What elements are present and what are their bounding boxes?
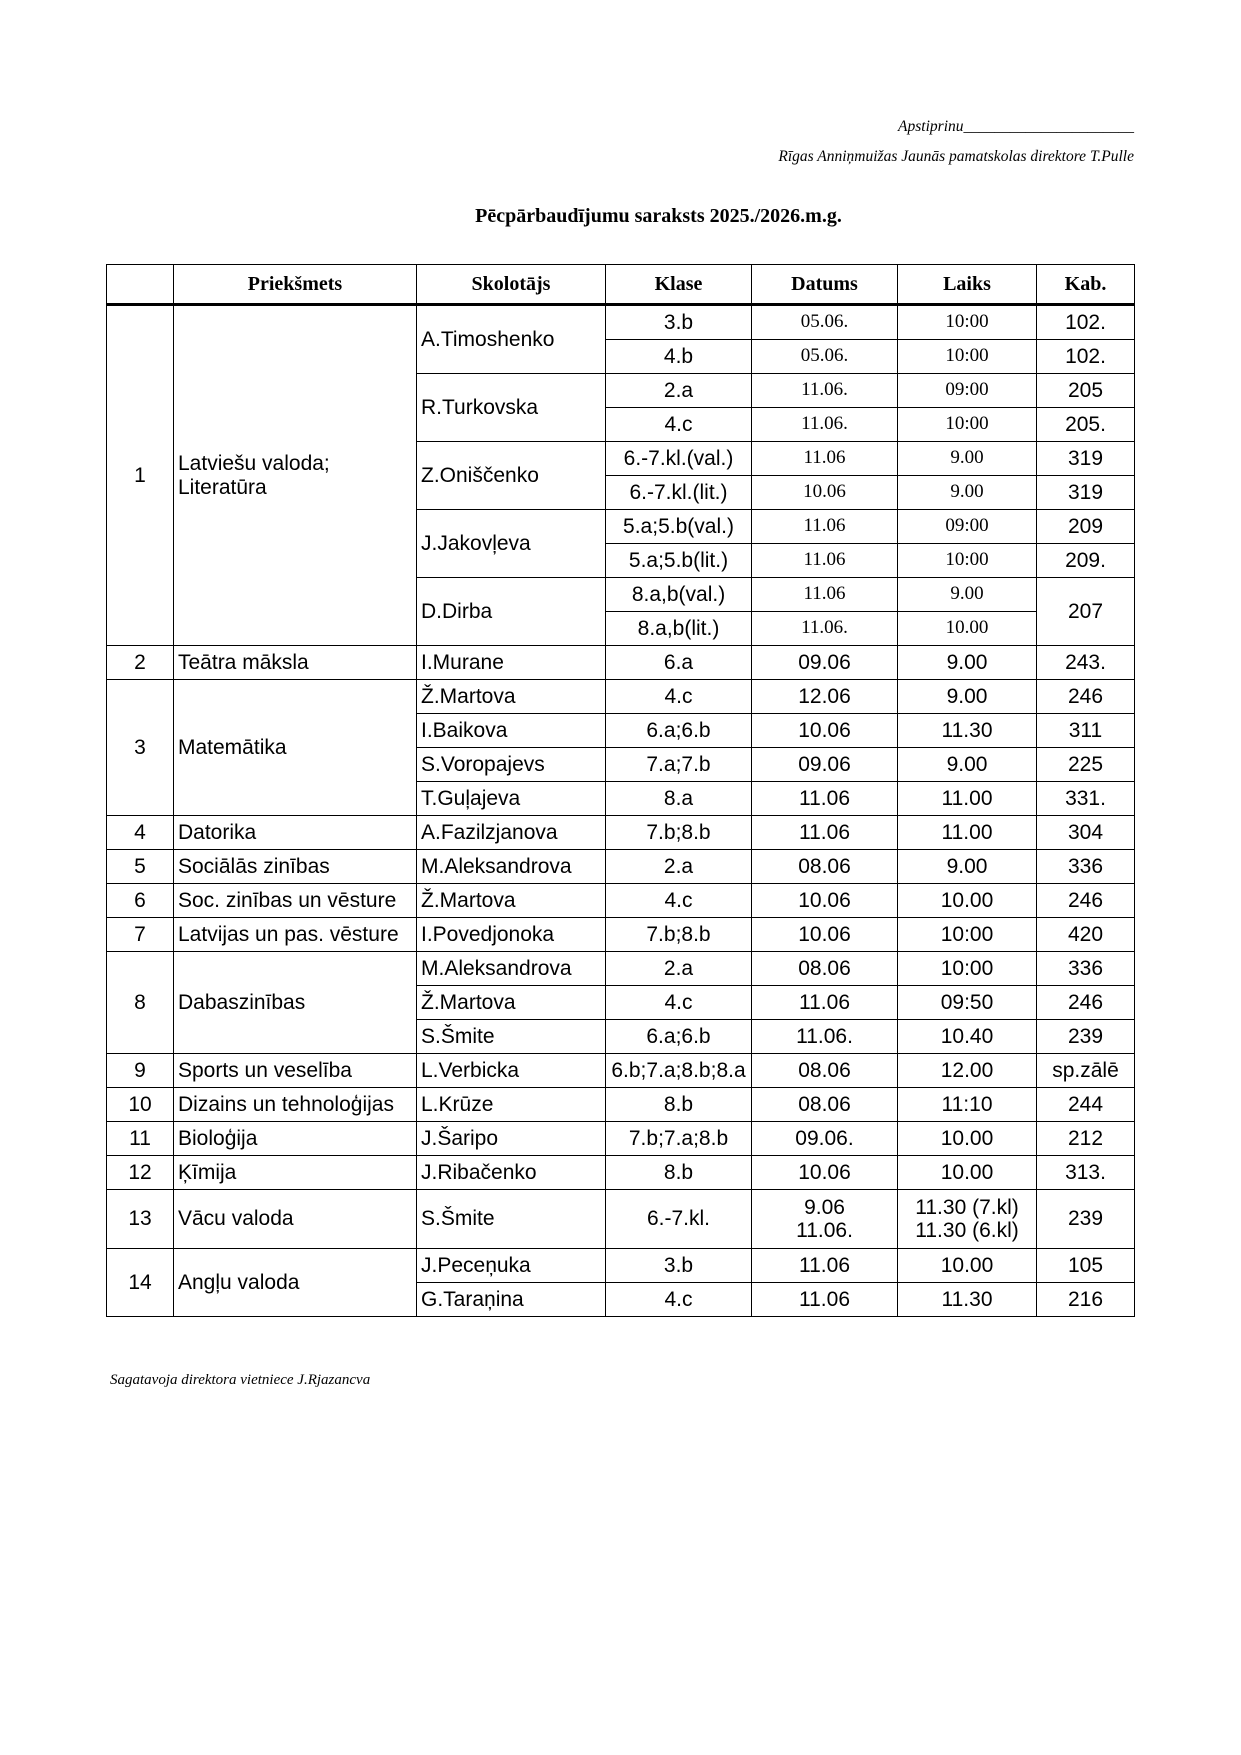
column-header-number [107, 265, 174, 305]
time-cell: 10.00 [898, 1122, 1037, 1156]
date-cell: 11.06. [752, 612, 898, 646]
class-cell: 2.a [606, 850, 752, 884]
exam-schedule-table [106, 264, 1135, 1317]
class-cell: 6.-7.kl.(val.) [606, 442, 752, 476]
room-cell: 244 [1037, 1088, 1135, 1122]
class-cell: 6.a [606, 646, 752, 680]
subject-cell: Latvijas un pas. vēsture [174, 918, 417, 952]
subject-cell: Sports un veselība [174, 1054, 417, 1088]
subject-cell: Bioloģija [174, 1122, 417, 1156]
time-cell: 10.40 [898, 1020, 1037, 1054]
class-cell: 4.c [606, 408, 752, 442]
teacher-cell: G.Taraņina [417, 1283, 606, 1317]
room-cell: 205. [1037, 408, 1135, 442]
teacher-cell: S.Šmite [417, 1190, 606, 1249]
room-cell: 205 [1037, 374, 1135, 408]
table-row [107, 884, 1135, 918]
teacher-cell: A.Timoshenko [417, 305, 606, 374]
room-cell: 225 [1037, 748, 1135, 782]
column-header-class: Klase [606, 265, 752, 305]
date-cell: 11.06 [752, 986, 898, 1020]
row-number: 3 [107, 680, 174, 816]
room-cell: 311 [1037, 714, 1135, 748]
class-cell: 8.a,b(lit.) [606, 612, 752, 646]
class-cell: 4.c [606, 1283, 752, 1317]
room-cell: 319 [1037, 442, 1135, 476]
date-cell: 11.06. [752, 374, 898, 408]
table-row [107, 680, 1135, 714]
time-cell: 10.00 [898, 612, 1037, 646]
subject-cell: Ķīmija [174, 1156, 417, 1190]
date-cell: 11.06. [752, 408, 898, 442]
class-cell: 6.-7.kl. [606, 1190, 752, 1249]
room-cell: sp.zālē [1037, 1054, 1135, 1088]
table-row [107, 1156, 1135, 1190]
time-cell: 11.00 [898, 782, 1037, 816]
class-cell: 7.a;7.b [606, 748, 752, 782]
time-cell: 10.00 [898, 1156, 1037, 1190]
time-cell: 9.00 [898, 680, 1037, 714]
date-cell: 11.06 [752, 816, 898, 850]
table-row [107, 918, 1135, 952]
row-number: 14 [107, 1249, 174, 1317]
room-cell: 216 [1037, 1283, 1135, 1317]
row-number: 2 [107, 646, 174, 680]
row-number: 5 [107, 850, 174, 884]
table-row [107, 816, 1135, 850]
teacher-cell: J.Ribačenko [417, 1156, 606, 1190]
approval-signature-line: Apstiprinu______________________ [898, 118, 1134, 135]
row-number: 9 [107, 1054, 174, 1088]
teacher-cell: M.Aleksandrova [417, 952, 606, 986]
date-cell: 11.06 [752, 510, 898, 544]
subject-cell: Angļu valoda [174, 1249, 417, 1317]
room-cell: 336 [1037, 850, 1135, 884]
class-cell: 8.a,b(val.) [606, 578, 752, 612]
class-cell: 2.a [606, 952, 752, 986]
table-row [107, 1249, 1135, 1283]
date-cell: 11.06. [752, 1020, 898, 1054]
room-cell: 319 [1037, 476, 1135, 510]
room-cell: 420 [1037, 918, 1135, 952]
column-header-subject: Priekšmets [174, 265, 417, 305]
table-row [107, 952, 1135, 986]
table-row [107, 646, 1135, 680]
class-cell: 7.b;8.b [606, 816, 752, 850]
date-cell: 10.06 [752, 714, 898, 748]
table-header-row [107, 265, 1135, 305]
room-cell: 336 [1037, 952, 1135, 986]
date-cell: 11.06 [752, 1283, 898, 1317]
time-cell: 09:00 [898, 374, 1037, 408]
time-cell: 9.00 [898, 748, 1037, 782]
column-header-teacher: Skolotājs [417, 265, 606, 305]
class-cell: 8.b [606, 1156, 752, 1190]
teacher-cell: Ž.Martova [417, 680, 606, 714]
director-name: Rīgas Anniņmuižas Jaunās pamatskolas direktore T.Pulle [778, 148, 1134, 165]
subject-cell: Sociālās zinības [174, 850, 417, 884]
date-cell: 08.06 [752, 1054, 898, 1088]
room-cell: 207 [1037, 578, 1135, 646]
class-cell: 8.a [606, 782, 752, 816]
table-row [107, 1054, 1135, 1088]
class-cell: 4.c [606, 680, 752, 714]
time-cell: 10:00 [898, 408, 1037, 442]
room-cell: 246 [1037, 680, 1135, 714]
time-cell: 09:50 [898, 986, 1037, 1020]
row-number: 6 [107, 884, 174, 918]
time-cell: 9.00 [898, 442, 1037, 476]
time-cell: 12.00 [898, 1054, 1037, 1088]
date-cell: 11.06 [752, 1249, 898, 1283]
date-cell: 08.06 [752, 1088, 898, 1122]
room-cell: 209. [1037, 544, 1135, 578]
time-cell: 9.00 [898, 578, 1037, 612]
page-title: Pēcpārbaudījumu saraksts 2025./2026.m.g. [475, 205, 842, 227]
column-header-room: Kab. [1037, 265, 1135, 305]
teacher-cell: M.Aleksandrova [417, 850, 606, 884]
prepared-by-note: Sagatavoja direktora vietniece J.Rjazancva [110, 1372, 371, 1388]
date-cell: 05.06. [752, 305, 898, 340]
time-cell: 9.00 [898, 850, 1037, 884]
row-number: 12 [107, 1156, 174, 1190]
room-cell: 102. [1037, 340, 1135, 374]
time-cell: 10.00 [898, 1249, 1037, 1283]
teacher-cell: S.Šmite [417, 1020, 606, 1054]
room-cell: 331. [1037, 782, 1135, 816]
date-cell: 11.06 [752, 782, 898, 816]
class-cell: 5.a;5.b(val.) [606, 510, 752, 544]
subject-cell: Dabaszinības [174, 952, 417, 1054]
teacher-cell: S.Voropajevs [417, 748, 606, 782]
date-cell: 11.06 [752, 578, 898, 612]
class-cell: 7.b;7.a;8.b [606, 1122, 752, 1156]
room-cell: 313. [1037, 1156, 1135, 1190]
class-cell: 6.-7.kl.(lit.) [606, 476, 752, 510]
teacher-cell: I.Murane [417, 646, 606, 680]
class-cell: 4.c [606, 986, 752, 1020]
class-cell: 3.b [606, 305, 752, 340]
class-cell: 4.c [606, 884, 752, 918]
date-cell: 09.06. [752, 1122, 898, 1156]
table-row [107, 1122, 1135, 1156]
teacher-cell: Z.Oniščenko [417, 442, 606, 510]
time-cell: 10:00 [898, 952, 1037, 986]
room-cell: 105 [1037, 1249, 1135, 1283]
room-cell: 304 [1037, 816, 1135, 850]
time-cell: 11.30 (7.kl) 11.30 (6.kl) [898, 1190, 1037, 1249]
table-row [107, 1088, 1135, 1122]
row-number: 4 [107, 816, 174, 850]
teacher-cell: J.Jakovļeva [417, 510, 606, 578]
room-cell: 209 [1037, 510, 1135, 544]
time-cell: 10.00 [898, 884, 1037, 918]
date-cell: 11.06 [752, 544, 898, 578]
date-cell: 08.06 [752, 952, 898, 986]
subject-cell: Dizains un tehnoloģijas [174, 1088, 417, 1122]
room-cell: 102. [1037, 305, 1135, 340]
row-number: 13 [107, 1190, 174, 1249]
table-row [107, 850, 1135, 884]
teacher-cell: Ž.Martova [417, 986, 606, 1020]
time-cell: 10:00 [898, 918, 1037, 952]
teacher-cell: R.Turkovska [417, 374, 606, 442]
time-cell: 9.00 [898, 476, 1037, 510]
teacher-cell: J.Peceņuka [417, 1249, 606, 1283]
row-number: 8 [107, 952, 174, 1054]
date-cell: 09.06 [752, 748, 898, 782]
date-cell: 10.06 [752, 884, 898, 918]
teacher-cell: D.Dirba [417, 578, 606, 646]
teacher-cell: I.Povedjonoka [417, 918, 606, 952]
class-cell: 5.a;5.b(lit.) [606, 544, 752, 578]
teacher-cell: I.Baikova [417, 714, 606, 748]
subject-cell: Latviešu valoda; Literatūra [174, 305, 417, 646]
time-cell: 09:00 [898, 510, 1037, 544]
time-cell: 10:00 [898, 544, 1037, 578]
class-cell: 4.b [606, 340, 752, 374]
date-cell: 11.06 [752, 442, 898, 476]
row-number: 1 [107, 305, 174, 646]
class-cell: 8.b [606, 1088, 752, 1122]
teacher-cell: A.Fazilzjanova [417, 816, 606, 850]
teacher-cell: L.Verbicka [417, 1054, 606, 1088]
row-number: 10 [107, 1088, 174, 1122]
time-cell: 11.30 [898, 1283, 1037, 1317]
date-cell: 08.06 [752, 850, 898, 884]
date-cell: 05.06. [752, 340, 898, 374]
time-cell: 11:10 [898, 1088, 1037, 1122]
time-cell: 11.00 [898, 816, 1037, 850]
subject-cell: Vācu valoda [174, 1190, 417, 1249]
column-header-date: Datums [752, 265, 898, 305]
teacher-cell: Ž.Martova [417, 884, 606, 918]
row-number: 11 [107, 1122, 174, 1156]
room-cell: 212 [1037, 1122, 1135, 1156]
room-cell: 246 [1037, 986, 1135, 1020]
room-cell: 239 [1037, 1020, 1135, 1054]
room-cell: 239 [1037, 1190, 1135, 1249]
table-row [107, 305, 1135, 340]
subject-cell: Soc. zinības un vēsture [174, 884, 417, 918]
time-cell: 9.00 [898, 646, 1037, 680]
class-cell: 7.b;8.b [606, 918, 752, 952]
date-cell: 12.06 [752, 680, 898, 714]
class-cell: 6.b;7.a;8.b;8.a [606, 1054, 752, 1088]
room-cell: 243. [1037, 646, 1135, 680]
column-header-time: Laiks [898, 265, 1037, 305]
date-cell: 09.06 [752, 646, 898, 680]
room-cell: 246 [1037, 884, 1135, 918]
subject-cell: Teātra māksla [174, 646, 417, 680]
time-cell: 11.30 [898, 714, 1037, 748]
teacher-cell: T.Guļajeva [417, 782, 606, 816]
date-cell: 10.06 [752, 918, 898, 952]
time-cell: 10:00 [898, 305, 1037, 340]
class-cell: 6.a;6.b [606, 714, 752, 748]
class-cell: 3.b [606, 1249, 752, 1283]
time-cell: 10:00 [898, 340, 1037, 374]
teacher-cell: J.Šaripo [417, 1122, 606, 1156]
row-number: 7 [107, 918, 174, 952]
subject-cell: Matemātika [174, 680, 417, 816]
class-cell: 2.a [606, 374, 752, 408]
date-cell: 10.06 [752, 1156, 898, 1190]
teacher-cell: L.Krūze [417, 1088, 606, 1122]
date-cell: 9.06 11.06. [752, 1190, 898, 1249]
table-row [107, 1190, 1135, 1249]
subject-cell: Datorika [174, 816, 417, 850]
class-cell: 6.a;6.b [606, 1020, 752, 1054]
date-cell: 10.06 [752, 476, 898, 510]
